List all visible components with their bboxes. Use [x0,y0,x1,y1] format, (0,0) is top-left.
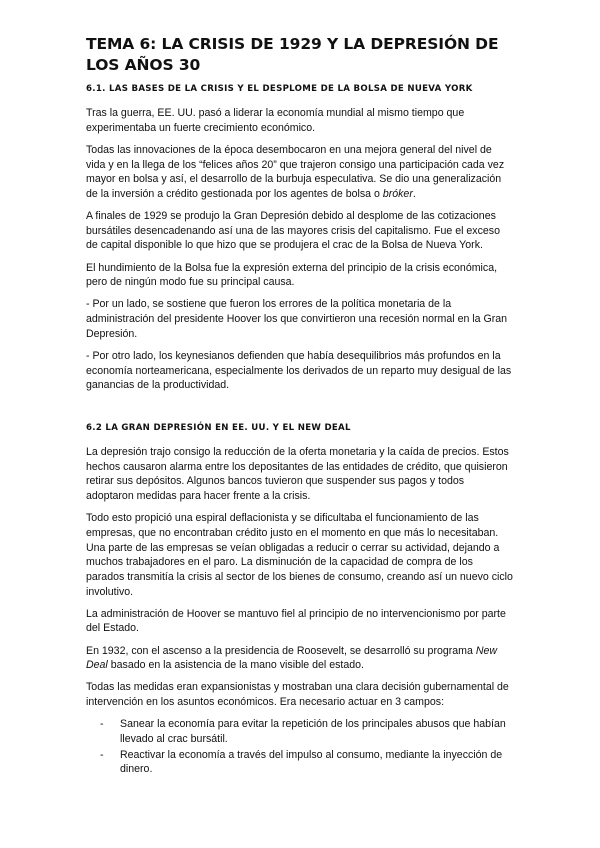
paragraph-text: . [412,187,416,200]
paragraph: - Por un lado, se sostiene que fueron los errores de la política monetaria de la administración del presidente Hoover los que convirtieron una recesión normal en la Gran Depresión. [86,298,508,340]
bullet-list [86,717,514,777]
section-heading-6-2: 6.2 LA GRAN DEPRESIÓN EN EE. UU. Y EL NEW DEAL [86,422,351,433]
paragraph [86,143,514,202]
paragraph: - Por otro lado, los keynesianos defienden que había desequilibrios más profundos en la economía norteamericana, especialmente los derivados de un reparto muy desigual de las ganancias de la productividad. [86,349,512,392]
paragraph: La depresión trajo consigo la reducción de la oferta monetaria y la caída de precios. Estos hechos causaron alarma entre los depositantes de las entidades de crédito, que quisieron retirar sus depósitos. Algunos bancos tuvieron que suspender sus pagos y todos adoptaron medidas para hacer frente a la crisis. [86,445,509,503]
list-item [86,748,514,777]
paragraph: Tras la guerra, EE. UU. pasó a liderar la economía mundial al mismo tiempo que experimentaba un fuerte crecimiento económico. [86,107,465,134]
bullet-dash: - [100,748,104,761]
list-item-text: Sanear la economía para evitar la repetición de los principales abusos que habían llevado al crac bursátil. [120,718,506,745]
bullet-dash: - [100,718,104,731]
paragraph: Todas las medidas eran expansionistas y mostraban una clara decisión gubernamental de intervención en los asuntos económicos. Era necesario actuar en 3 campos: [86,681,509,709]
paragraph [86,644,514,673]
paragraph-text: En 1932, con el ascenso a la presidencia de Roosevelt, se desarrolló su programa [86,644,476,657]
paragraph: Todo esto propició una espiral deflacionista y se dificultaba el funcionamiento de las empresas, que no encontraban crédito justo en el momento en que más lo necesitaban. Una parte de las empresas se veían obligadas a reducir o cerrar su actividad, dejando a muchos trabajadores en el paro. La disminución de la capacidad de compra de los parados transmitía la crisis al sector de los bienes de consumo, creando así un nuevo ciclo involutivo. [86,512,513,598]
italic-term: bróker [382,187,413,200]
paragraph: El hundimiento de la Bolsa fue la expresión externa del principio de la crisis económica, pero de ningún modo fue su principal causa. [86,261,498,289]
list-item [86,717,514,746]
paragraph: A finales de 1929 se produjo la Gran Depresión debido al desplome de las cotizaciones bursátiles desencadenando así una de las mayores crisis del capitalismo. Fue el exceso de capital disponible lo que hizo que se produjera el crac de la Bolsa de Nueva York. [86,210,500,252]
list-item-text: Reactivar la economía a través del impulso al consumo, mediante la inyección de dinero. [120,748,503,776]
paragraph-text: basado en la asistencia de la mano visible del estado. [107,659,364,672]
section-heading-6-1: 6.1. LAS BASES DE LA CRISIS Y EL DESPLOME DE LA BOLSA DE NUEVA YORK [86,84,473,94]
paragraph: La administración de Hoover se mantuvo fiel al principio de no intervencionismo por parte del Estado. [86,607,506,635]
italic-term: New Deal [86,644,498,672]
paragraph-text: Todas las innovaciones de la época desembocaron en una mejora general del nivel de vida y en la llega de los “felices años 20” que trajeron consigo una participación cada vez mayor en bolsa y así, el desarrollo de la burbuja especulativa. Se dio una generalización de la inversión a crédito gestionada por los agentes de bolsa o [86,143,505,200]
document-title: TEMA 6: LA CRISIS DE 1929 Y LA DEPRESIÓN DE LOS AÑOS 30 [86,35,499,74]
